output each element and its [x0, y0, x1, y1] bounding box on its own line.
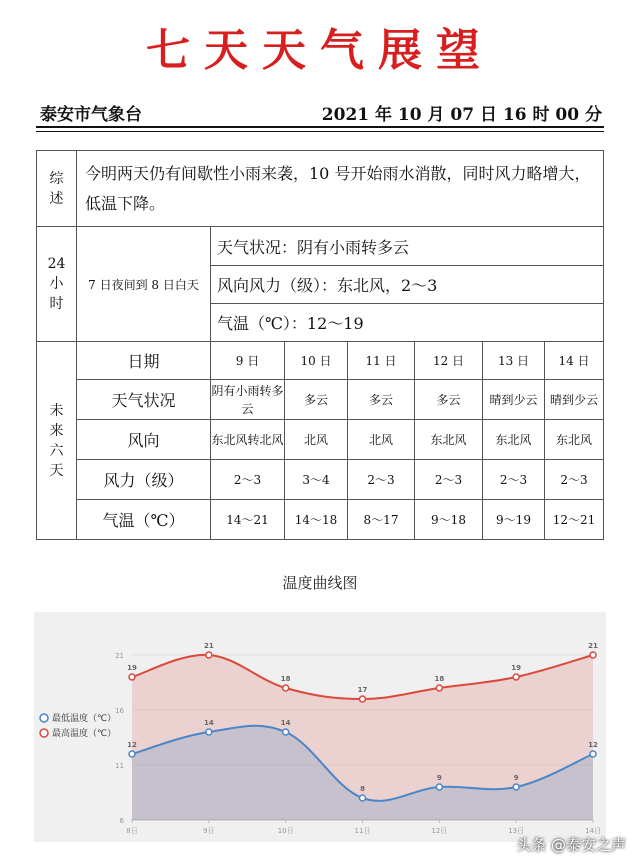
x-tick-label: 9日 [203, 827, 215, 835]
issuer: 泰安市气象台 [40, 105, 142, 125]
x-tick-label: 10日 [277, 827, 294, 835]
max-temp-point [129, 674, 135, 680]
max-temp-data-label: 21 [588, 642, 598, 650]
wind-dir-cell: 东北风 [483, 420, 545, 460]
six-day-row-wind-force [37, 460, 604, 500]
max-temp-data-label: 21 [203, 642, 214, 650]
x-tick-label: 13日 [508, 827, 525, 835]
weather-cell: 晴到少云 [483, 380, 545, 420]
wind-dir-cell: 东北风 [415, 420, 483, 460]
header-rule-thin [36, 131, 604, 132]
y-tick-label: 11 [115, 762, 124, 770]
h24-condition: 天气状况：阴有小雨转多云 [211, 227, 604, 266]
temperature-chart [34, 612, 606, 842]
max-temp-point [206, 652, 212, 658]
y-tick-label: 16 [115, 707, 124, 715]
temp-cell: 12～21 [545, 500, 604, 540]
weather-cell: 晴到少云 [545, 380, 604, 420]
min-temp-point [283, 729, 289, 735]
wind-dir-cell: 东北风转北风 [211, 420, 285, 460]
min-temp-data-label: 8 [360, 785, 365, 793]
date-cell: 10 日 [285, 342, 348, 380]
six-day-row-weather [37, 380, 604, 420]
max-temp-data-label: 17 [357, 686, 368, 694]
x-tick-label: 8日 [126, 827, 138, 835]
temp-cell: 9～18 [415, 500, 483, 540]
min-temp-data-label: 14 [280, 719, 291, 727]
weather-cell: 多云 [348, 380, 415, 420]
header-rule-thick [36, 126, 604, 128]
min-temp-point [513, 784, 519, 790]
wind-dir-cell: 北风 [348, 420, 415, 460]
min-temp-point [360, 795, 366, 801]
six-day-label [37, 342, 77, 540]
h24-period: 7 日夜间到 8 日白天 [77, 227, 211, 342]
six-day-row-wind-dir [37, 420, 604, 460]
vertical-label-char: 时 [49, 296, 64, 312]
date-cell: 12 日 [415, 342, 483, 380]
six-day-row-date [37, 342, 604, 380]
summary-text: 今明两天仍有间歇性小雨来袭，10 号开始雨水消散，同时风力略增大，低温下降。 [77, 151, 604, 227]
max-temp-point [436, 685, 442, 691]
date-cell: 13 日 [483, 342, 545, 380]
vertical-label-char: 未 [49, 402, 64, 419]
row-label-weather: 天气状况 [77, 380, 211, 420]
min-temp-point [590, 751, 596, 757]
wind-dir-cell: 东北风 [545, 420, 604, 460]
wind-dir-cell: 北风 [285, 420, 348, 460]
x-tick-label: 14日 [585, 827, 601, 835]
wind-force-cell: 2～3 [348, 460, 415, 500]
page-title: 七天天气展望 [146, 25, 494, 76]
six-day-label-text [37, 401, 76, 481]
min-temp-point [436, 784, 442, 790]
h24-temp: 气温（℃）：12～19 [211, 304, 604, 342]
min-temp-point [129, 751, 135, 757]
vertical-label-char: 六 [49, 442, 64, 459]
watermark: 头条 @泰安之声 [516, 836, 626, 854]
min-temp-data-label: 9 [513, 774, 519, 782]
chart-title: 温度曲线图 [282, 574, 358, 592]
vertical-label-char: 述 [49, 190, 64, 207]
vertical-label-char: 来 [49, 422, 64, 439]
max-temp-data-label: 18 [280, 675, 291, 683]
weather-cell: 阴有小雨转多云 [211, 380, 285, 420]
issue-time: 2021 年 10 月 07 日 16 时 00 分 [321, 105, 602, 125]
vertical-label-char: 24 [47, 256, 66, 272]
temp-cell: 14～21 [211, 500, 285, 540]
temp-cell: 9～19 [483, 500, 545, 540]
y-tick-label: 21 [115, 652, 124, 660]
temp-cell: 14～18 [285, 500, 348, 540]
min-temp-point [206, 729, 212, 735]
row-label-wind-force: 风力（级） [77, 460, 211, 500]
legend-label: 最高温度（℃） [52, 729, 117, 739]
max-temp-point [513, 674, 519, 680]
wind-force-cell: 2～3 [211, 460, 285, 500]
max-temp-data-label: 18 [434, 675, 445, 683]
wind-force-cell: 3～4 [285, 460, 348, 500]
date-cell: 14 日 [545, 342, 604, 380]
min-temp-data-label: 12 [588, 741, 598, 749]
six-day-row-temp [37, 500, 604, 540]
h24-label-text [37, 254, 76, 314]
wind-force-cell: 2～3 [415, 460, 483, 500]
legend-label: 最低温度（℃） [52, 714, 117, 724]
date-cell: 11 日 [348, 342, 415, 380]
min-temp-data-label: 12 [127, 741, 137, 749]
row-label-date: 日期 [77, 342, 211, 380]
vertical-label-char: 天 [49, 462, 64, 479]
x-tick-label: 11日 [354, 827, 371, 835]
summary-label-text [37, 169, 76, 209]
summary-label [37, 151, 77, 227]
max-temp-point [283, 685, 289, 691]
wind-force-cell: 2～3 [545, 460, 604, 500]
max-temp-data-label: 19 [127, 664, 137, 672]
x-tick-label: 12日 [431, 827, 448, 835]
header-row [36, 100, 604, 124]
vertical-label-char: 综 [49, 170, 64, 187]
summary-row [37, 151, 604, 227]
row-label-temp: 气温（℃） [77, 500, 211, 540]
wind-force-cell: 2～3 [483, 460, 545, 500]
temperature-chart-svg [34, 612, 606, 842]
y-tick-label: 6 [119, 817, 124, 825]
h24-row-condition [37, 227, 604, 266]
weather-cell: 多云 [415, 380, 483, 420]
vertical-label-char: 小 [49, 276, 64, 292]
max-temp-data-label: 19 [511, 664, 522, 672]
row-label-wind-dir: 风向 [77, 420, 211, 460]
max-temp-point [590, 652, 596, 658]
weather-cell: 多云 [285, 380, 348, 420]
legend-marker [40, 714, 48, 722]
temp-cell: 8～17 [348, 500, 415, 540]
forecast-table [36, 150, 604, 540]
min-temp-data-label: 14 [203, 719, 214, 727]
h24-wind: 风向风力（级）：东北风，2～3 [211, 266, 604, 304]
max-temp-point [360, 696, 366, 702]
min-temp-data-label: 9 [436, 774, 442, 782]
legend-marker [40, 729, 48, 737]
h24-label [37, 227, 77, 342]
date-cell: 9 日 [211, 342, 285, 380]
